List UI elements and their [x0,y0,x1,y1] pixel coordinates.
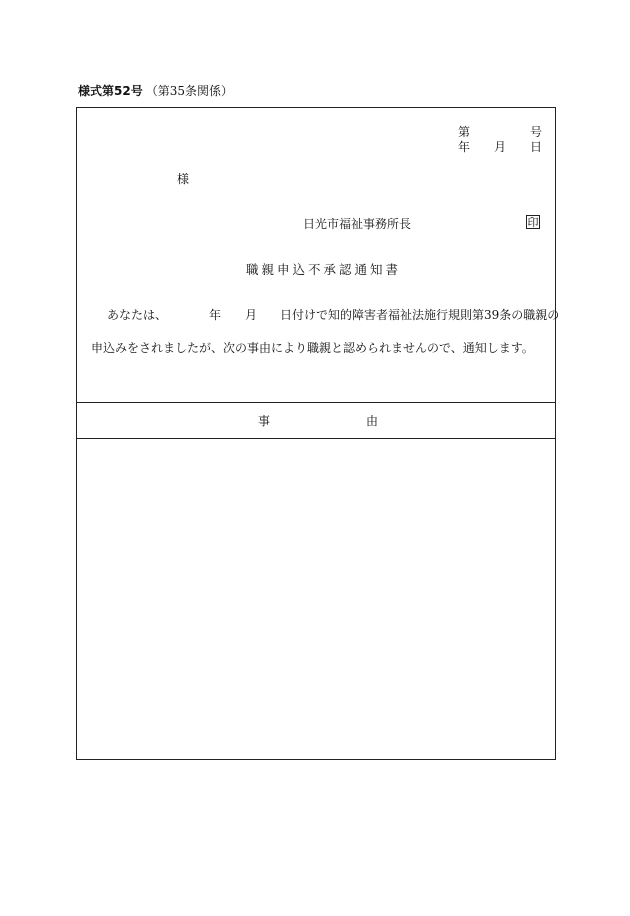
notice-title: 職親申込不承認通知書 [246,262,402,277]
body-year: 年 [209,308,222,322]
body-month: 月 [245,308,258,322]
number-suffix: 号 [530,125,543,139]
body-intro: あなたは、 [107,308,168,322]
issuer-name: 日光市福祉事務所長 [303,217,412,231]
reason-divider-top [77,402,555,403]
reason-label-right: 由 [366,414,379,428]
form-relation: （第35条関係） [145,84,233,98]
reason-content-area[interactable] [77,439,555,759]
reason-label-left: 事 [258,414,271,428]
date-day: 日 [530,140,543,154]
addressee-honorific: 様 [177,172,190,186]
seal-mark: 印 [527,216,539,229]
form-label [78,82,233,99]
date-year: 年 [458,140,471,154]
body-line1-rest: 日付けで知的障害者福祉法施行規則第39条の職親の [280,308,560,322]
notice-frame [76,107,560,760]
date-month: 月 [494,140,507,154]
body-line2: 申込みをされましたが、次の事由により職親と認められませんので、通知します。 [91,341,534,355]
form-number: 様式第52号 [78,84,143,98]
number-prefix: 第 [458,125,471,139]
